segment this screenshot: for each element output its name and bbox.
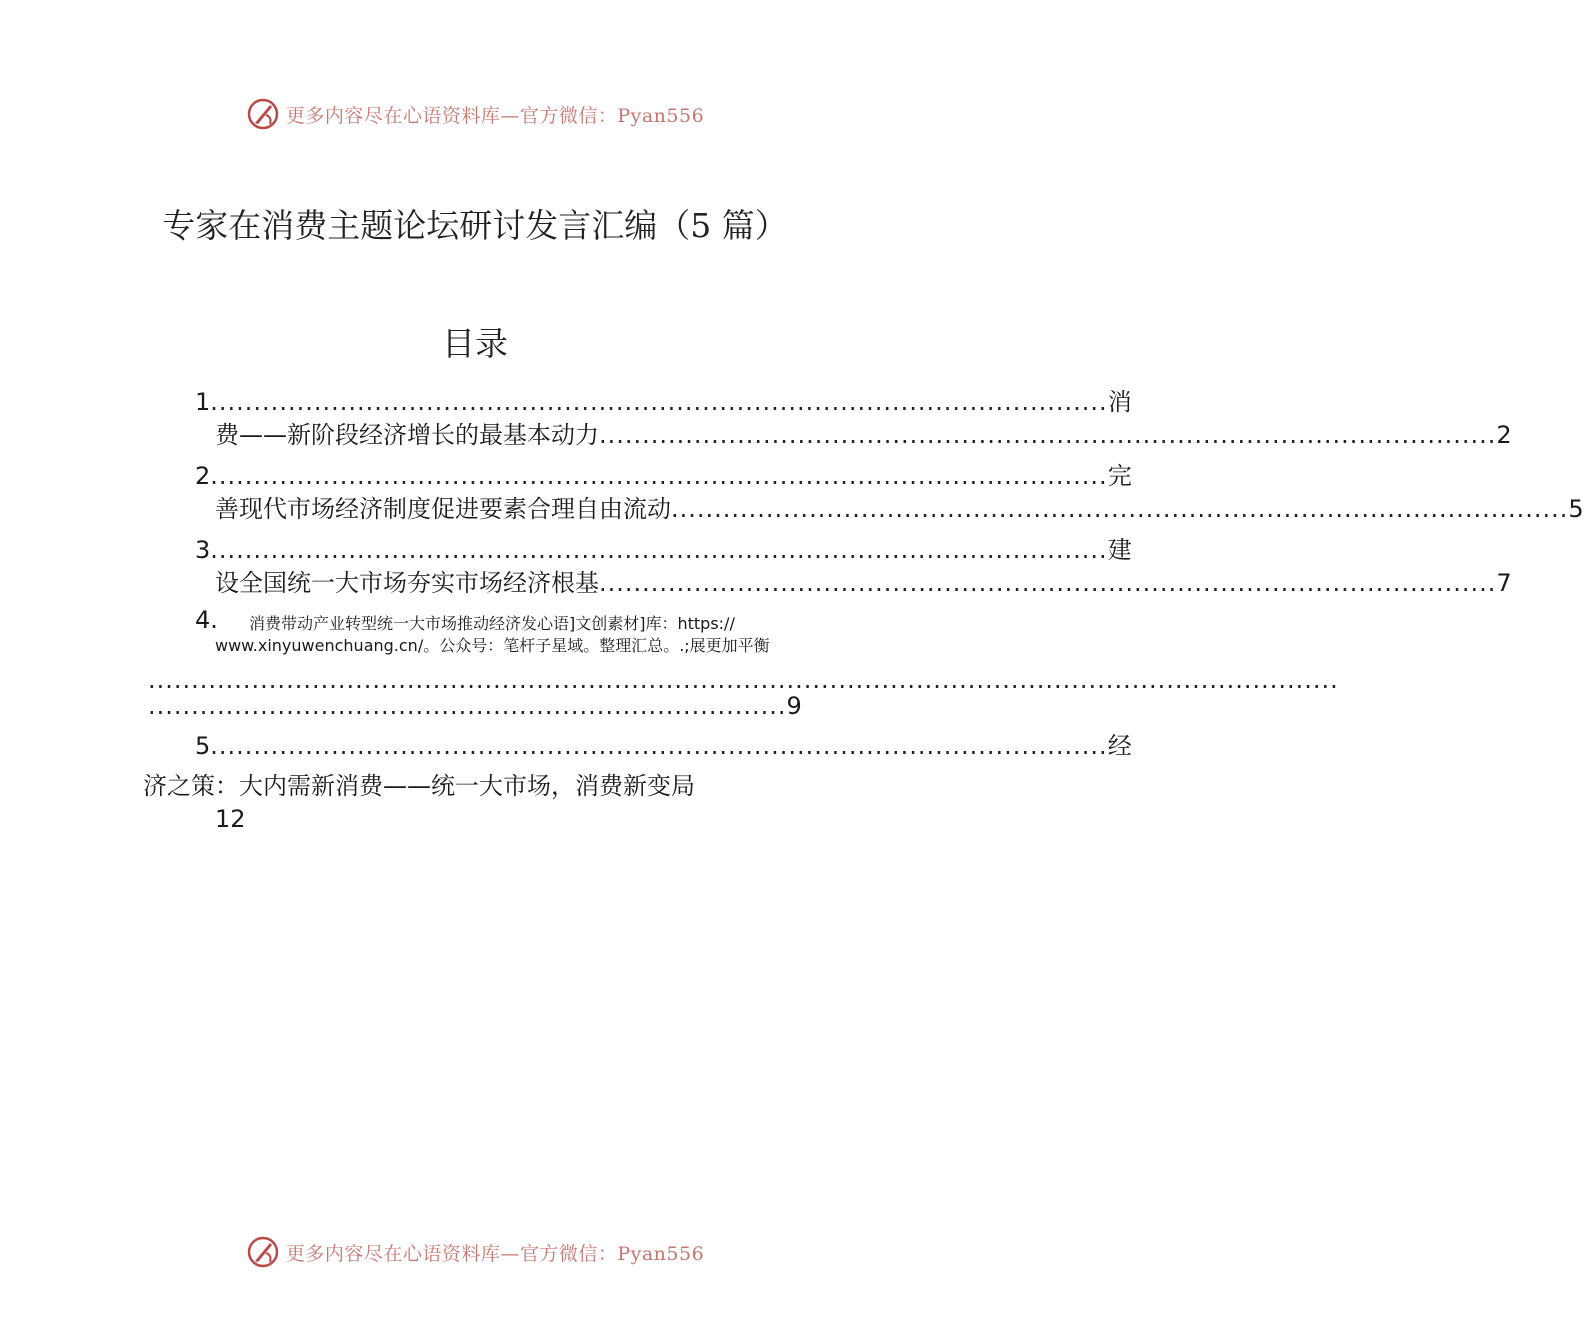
toc-entry-page: 9: [786, 692, 802, 720]
toc-entry-number: 1: [195, 388, 211, 416]
toc-entry-page: 12: [215, 805, 246, 833]
toc-leader-dots: ........................................................................................................: [671, 495, 1569, 523]
toc-leader-dots: ..........................................................................: [148, 692, 787, 720]
toc-entry-2-line1[interactable]: [195, 460, 1132, 492]
toc-leader-dots: ........................................................................................................: [599, 569, 1497, 597]
toc-leader-dots: ........................................................................................................: [599, 421, 1497, 449]
toc-leader-dots: ........................................................................................................: [210, 388, 1108, 416]
watermark-text: 更多内容尽在心语资料库—官方微信：Pyan556: [285, 1242, 705, 1265]
toc-entry-title: 善现代市场经济制度促进要素合理自由流动: [215, 495, 671, 523]
toc-entry-head: 经: [1107, 732, 1132, 760]
watermark-text: 更多内容尽在心语资料库—官方微信：Pyan556: [285, 104, 705, 127]
toc-entry-5-line3[interactable]: [215, 803, 295, 835]
toc-entry-page: 7: [1496, 569, 1512, 597]
toc-entry-title-cont: www.xinyuwenchuang.cn/。公众号：笔杆子星域。整理汇总。.;展更加平衡: [215, 636, 770, 655]
toc-entry-number: 5: [195, 732, 211, 760]
toc-entry-4-line1[interactable]: [195, 604, 835, 636]
toc-entry-1-line1[interactable]: [195, 386, 1132, 418]
toc-entry-5-line1[interactable]: [195, 730, 1132, 762]
toc-entry-title: 济之策：大内需新消费——统一大市场，消费新变局: [143, 772, 695, 800]
toc-heading: 目录: [442, 324, 508, 363]
toc-entry-4-line4[interactable]: [148, 690, 802, 722]
toc-entry-head: 完: [1107, 462, 1132, 490]
toc-entry-title: 费——新阶段经济增长的最基本动力: [215, 421, 599, 449]
watermark-banner-top: [0, 94, 950, 134]
toc-entry-number: 4.: [195, 606, 218, 634]
toc-entry-page: 2: [1496, 421, 1512, 449]
toc-entry-5-line2[interactable]: [143, 770, 783, 802]
toc-entry-page: 5: [1568, 495, 1584, 523]
toc-leader-dots: ........................................................................................................: [210, 536, 1108, 564]
document-title: 专家在消费主题论坛研讨发言汇编（5 篇）: [162, 206, 788, 245]
toc-entry-title: 消费带动产业转型统一大市场推动经济发心语]文创素材]库：https://: [249, 614, 735, 633]
toc-entry-number: 2: [195, 462, 211, 490]
toc-leader-dots: ........................................................................................................: [210, 732, 1108, 760]
toc-entry-title: 设全国统一大市场夯实市场经济根基: [215, 569, 599, 597]
toc-entry-head: 建: [1107, 536, 1132, 564]
toc-entry-2-line2[interactable]: [215, 493, 1584, 525]
toc-entry-4-line2[interactable]: [215, 634, 845, 658]
toc-entry-3-line1[interactable]: [195, 534, 1132, 566]
quill-logo-icon: [246, 97, 280, 131]
quill-logo-icon: [246, 1235, 280, 1269]
toc-entry-1-line2[interactable]: [215, 419, 1512, 451]
toc-entry-number: 3: [195, 536, 211, 564]
toc-entry-3-line2[interactable]: [215, 567, 1512, 599]
watermark-banner-bottom: [0, 1232, 950, 1272]
toc-leader-dots: ..........................................................................................................................................: [148, 666, 1339, 694]
toc-leader-dots: ........................................................................................................: [210, 462, 1108, 490]
toc-entry-head: 消: [1107, 388, 1132, 416]
